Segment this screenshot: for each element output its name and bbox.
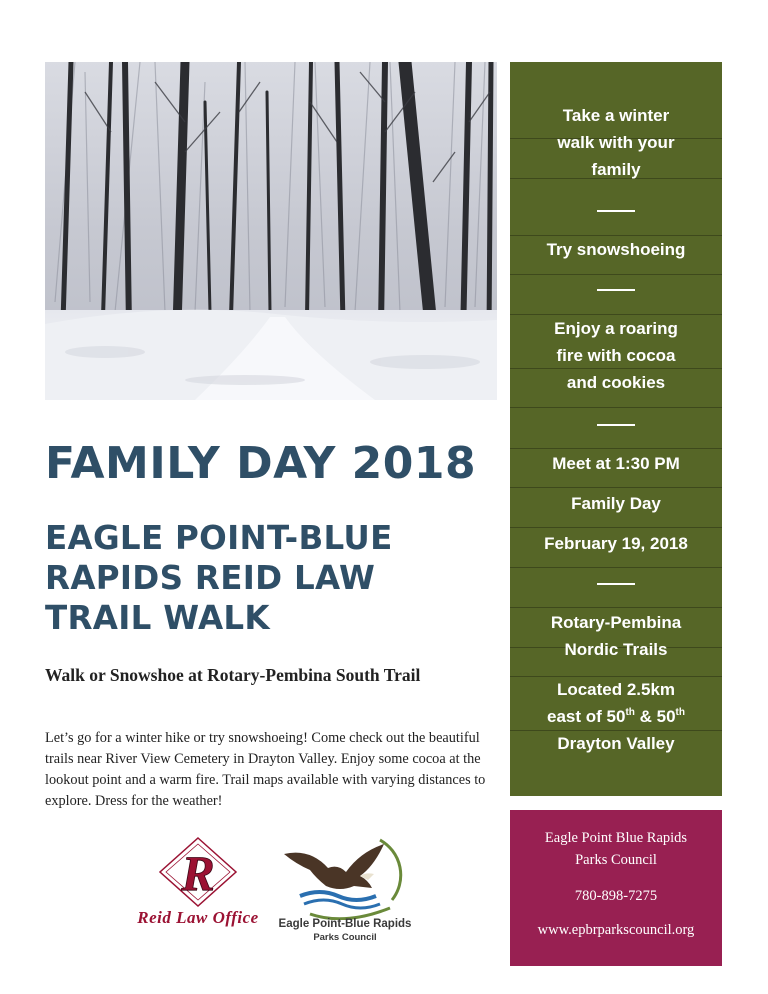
location-line-3: Drayton Valley (557, 734, 675, 753)
fire-line-2: fire with cocoa (556, 346, 676, 365)
event-details-panel (510, 62, 722, 796)
fire-line-1: Enjoy a roaring (554, 319, 678, 338)
snowshoe-text: Try snowshoeing (546, 240, 686, 259)
website-link[interactable]: www.epbrparkscouncil.org (537, 922, 695, 938)
reid-law-name: Reid Law Office (137, 908, 259, 927)
epbr-eagle-logo (280, 830, 410, 920)
event-date: February 19, 2018 (544, 534, 688, 553)
trails-line-1: Rotary-Pembina (550, 613, 682, 632)
event-description: Let’s go for a winter hike or try snowshoeing! Come check out the beautiful trails near River View Cemetery in Drayton Valley. Enjoy some cocoa at the lookout point and a warm fire. Trail maps available with varying distances to explore. Dress for the weather! (45, 730, 486, 809)
separator (510, 407, 722, 434)
epbr-name: Eagle Point-Blue Rapids (278, 918, 412, 930)
separator (510, 193, 722, 220)
org-name-line-2: Parks Council (575, 852, 657, 868)
contact-panel (510, 810, 722, 966)
separator (510, 566, 722, 593)
walk-line-3: family (591, 160, 641, 179)
family-day-text: Family Day (571, 494, 661, 513)
phone-number: 780-898-7275 (574, 888, 658, 904)
trails-line-2: Nordic Trails (564, 640, 668, 659)
org-name-line-1: Eagle Point Blue Rapids (544, 830, 688, 846)
walk-line-1: Take a winter (562, 106, 670, 125)
location-line-2: east of 50th & 50th (547, 707, 685, 726)
meet-time: Meet at 1:30 PM (552, 454, 680, 473)
location-line-1: Located 2.5km (556, 680, 676, 699)
svg-text:R: R (181, 845, 215, 901)
epbr-subname: Parks Council (313, 932, 377, 943)
separator (510, 272, 722, 299)
fire-line-3: and cookies (566, 373, 666, 392)
walk-subheading: Walk or Snowshoe at Rotary-Pembina South Trail (45, 665, 421, 685)
page-title: FAMILY DAY 2018 (45, 438, 477, 489)
snowy-forest-photo (45, 62, 497, 400)
event-name-heading: EAGLE POINT-BLUE RAPIDS REID LAW TRAIL WALK (45, 519, 393, 637)
epbr-logo-text (270, 918, 420, 944)
walk-line-2: walk with your (557, 133, 675, 152)
